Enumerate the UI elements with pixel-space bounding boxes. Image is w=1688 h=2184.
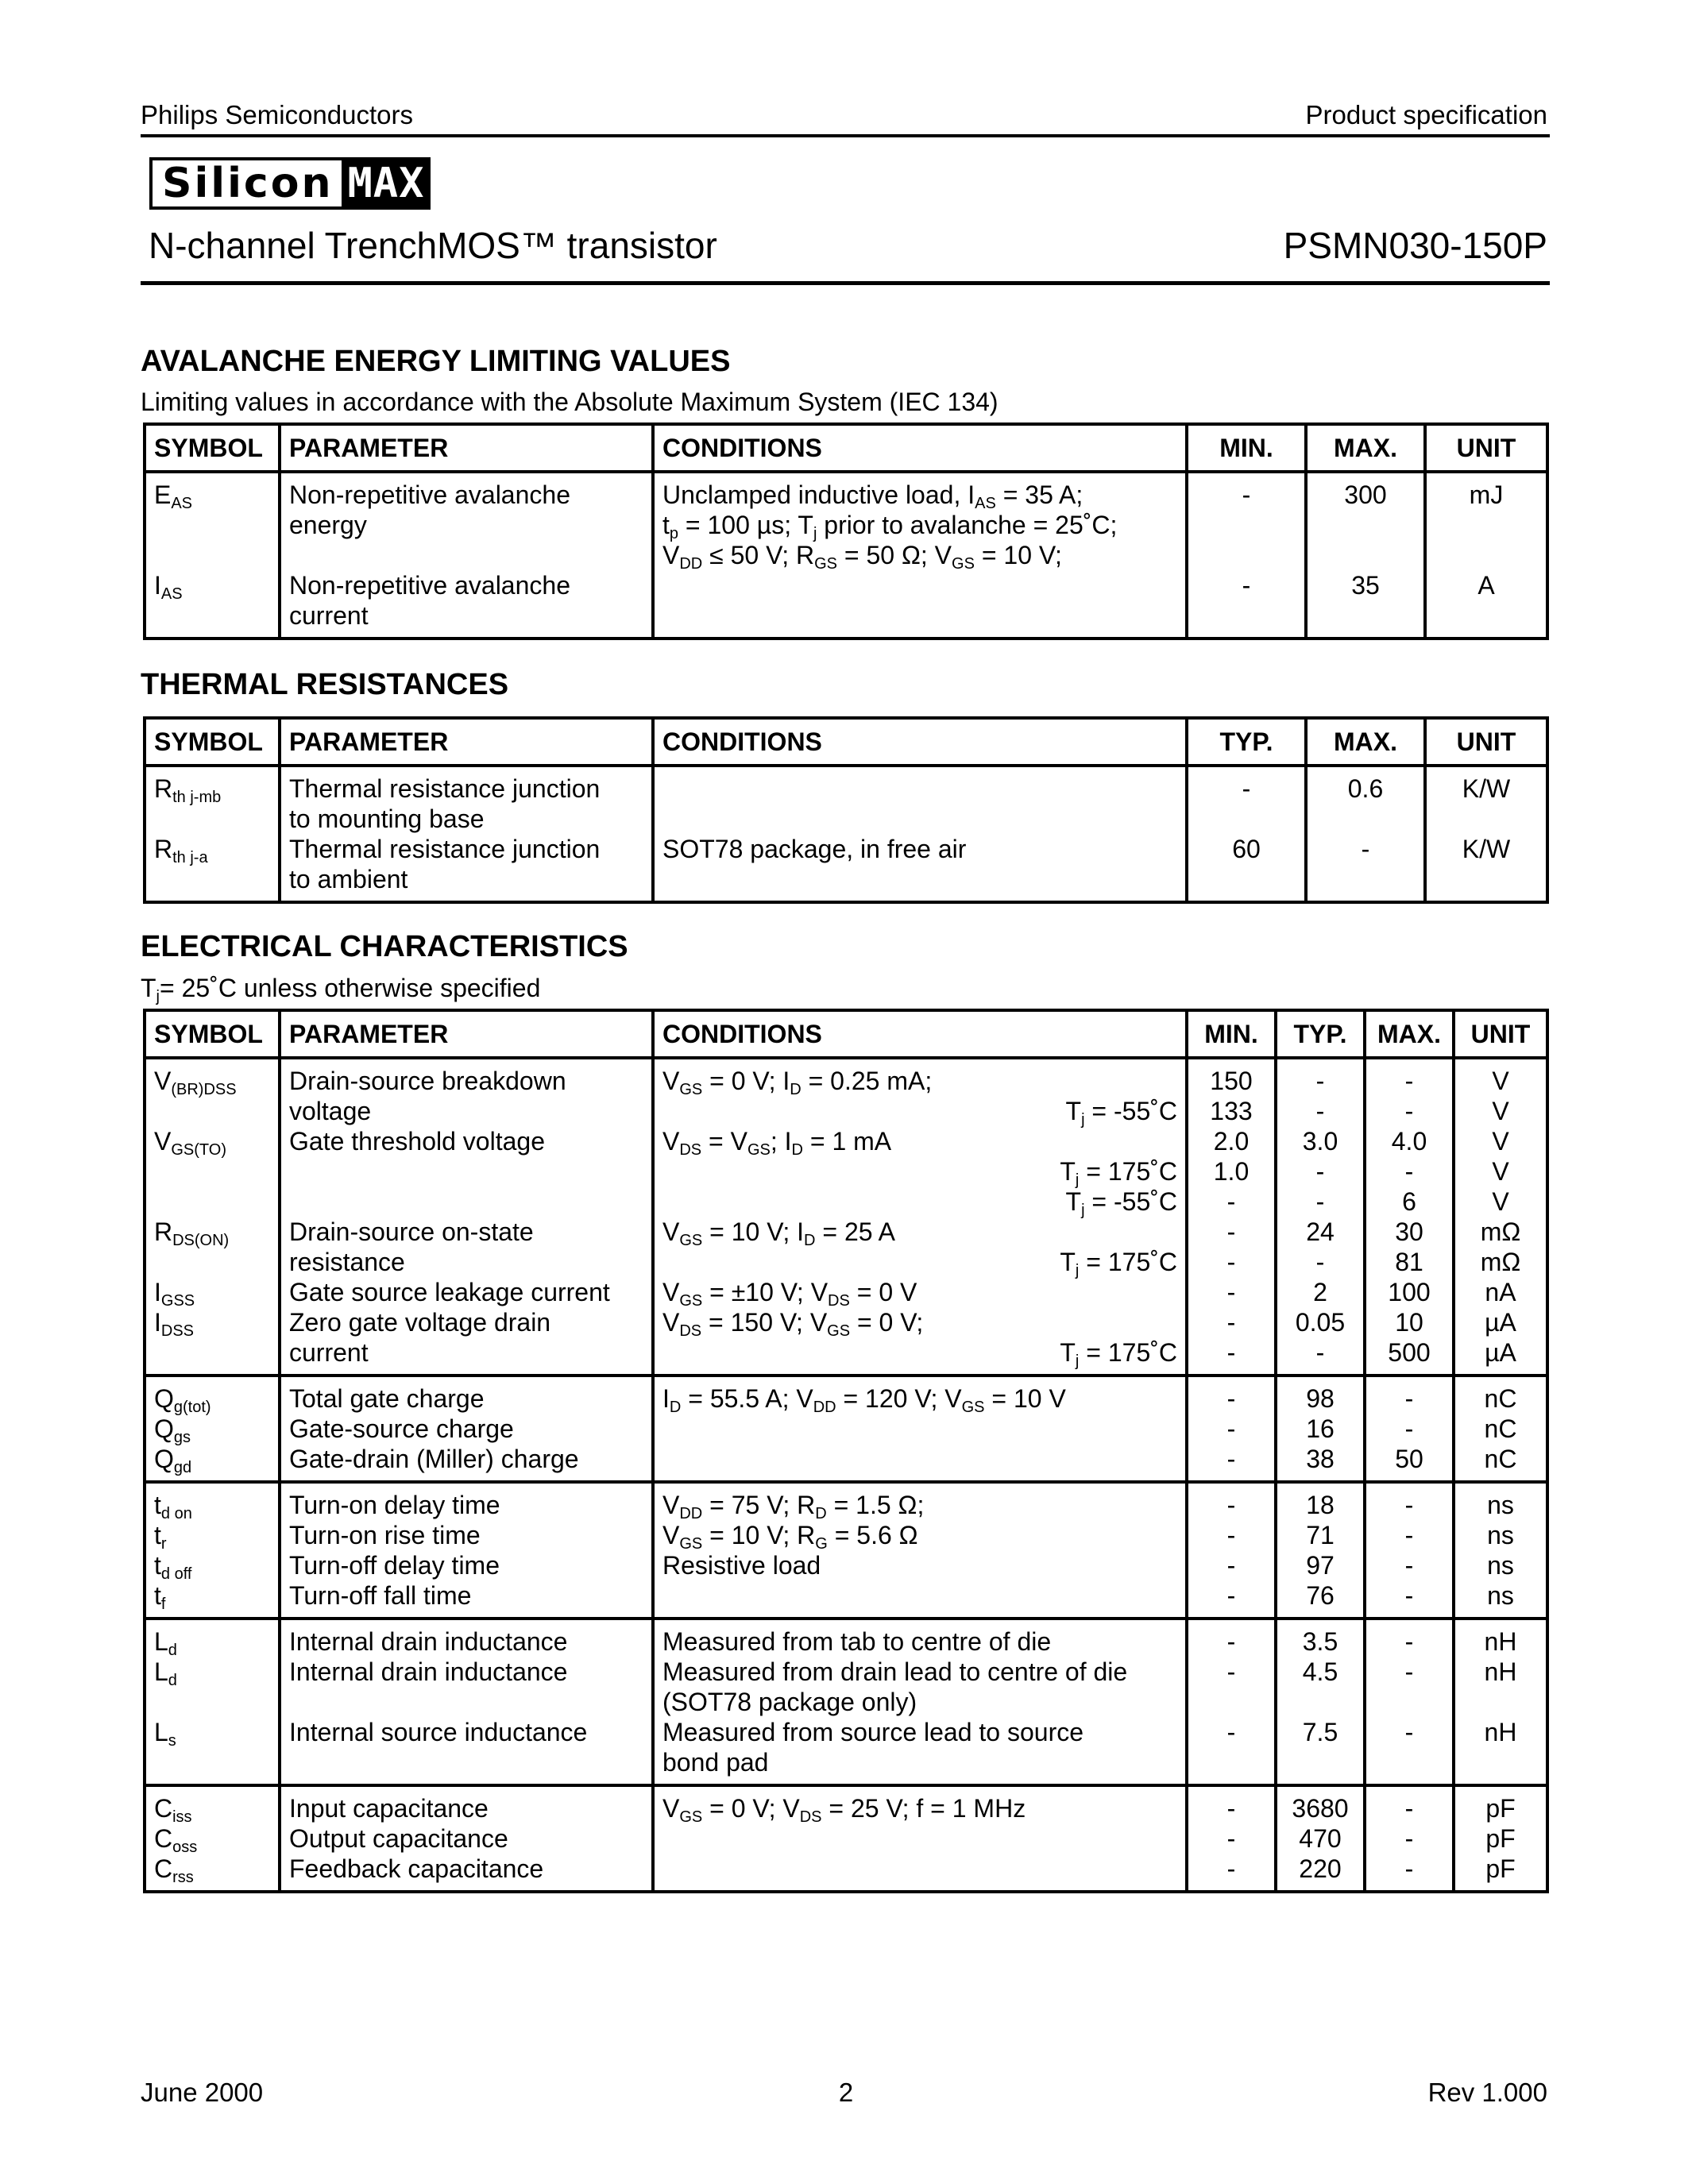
unit-cell: V V V V V mΩ mΩ nA µA µA	[1454, 1058, 1547, 1376]
unit-cell: ns ns ns ns	[1454, 1482, 1547, 1619]
col-header: SYMBOL	[145, 424, 280, 472]
logo-text-max: MAX	[342, 157, 431, 210]
unit-cell: mJ A	[1425, 472, 1547, 639]
conditions-cell: Unclamped inductive load, $I_{AS} = 35$ A; $t_p = 100$ µs; $T_j$ prior to avalanche = 25˚C; $V_{DD} \le 50$ V; $R_{GS} = 50$ Ω; $V_{GS} = 10$ V;	[653, 472, 1187, 639]
footer-page-number: 2	[838, 2078, 854, 2107]
col-header: CONDITIONS	[653, 1010, 1187, 1058]
section-title-avalanche: AVALANCHE ENERGY LIMITING VALUES	[141, 345, 731, 378]
parameter-cell: Input capacitance Output capacitance Feedback capacitance	[280, 1785, 653, 1892]
col-header: SYMBOL	[145, 1010, 280, 1058]
header-rule	[141, 134, 1550, 137]
min-cell: - - -	[1187, 1785, 1276, 1892]
col-header: TYP.	[1187, 718, 1306, 766]
conditions-cell: Measured from tab to centre of die Measured from drain lead to centre of die (SOT78 package only) Measured from source lead to source bond pad	[653, 1619, 1187, 1785]
parameter-cell: Internal drain inductance Internal drain inductance Internal source inductance	[280, 1619, 653, 1785]
avalanche-table	[143, 423, 1549, 640]
conditions-cell: $V_{GS} = 0$ V; $I_D = 0.25$ mA; $T_j$ = -55˚C $V_{DS} = V_{GS}$; $I_D = 1$ mA $T_j$ = 175˚C $T_j$ = -55˚C $V_{GS} = 10$ V; $I_D = 25$ A $T_j$ = 175˚C $V_{GS} = \pm 10$ V; $V_{DS} = 0$ V $V_{DS} = 150$ V; $V_{GS} = 0$ V; $T_j$ = 175˚C	[653, 1058, 1187, 1376]
col-header: UNIT	[1425, 424, 1547, 472]
conditions-cell: $V_{GS} = 0$ V; $V_{DS} = 25$ V; f = 1 MHz	[653, 1785, 1187, 1892]
unit-cell: nC nC nC	[1454, 1376, 1547, 1482]
header-company: Philips Semiconductors	[141, 100, 413, 129]
typ-cell: 3680 470 220	[1276, 1785, 1365, 1892]
symbol-cell: $E_{AS}$ $I_{AS}$	[145, 472, 280, 639]
thermal-table	[143, 716, 1549, 904]
parameter-cell: Total gate charge Gate-source charge Gate-drain (Miller) charge	[280, 1376, 653, 1482]
col-header: CONDITIONS	[653, 718, 1187, 766]
max-cell: 0.6 -	[1306, 766, 1425, 902]
col-header: SYMBOL	[145, 718, 280, 766]
table-row-capacitance	[145, 1785, 1547, 1892]
symbol-cell: $R_{th j-mb}$ $R_{th j-a}$	[145, 766, 280, 902]
col-header: MAX.	[1365, 1010, 1454, 1058]
col-header: CONDITIONS	[653, 424, 1187, 472]
section-note-electrical: $T_j=$ 25˚C unless otherwise specified	[141, 974, 541, 1005]
max-cell: - - 50	[1365, 1376, 1454, 1482]
min-cell: - - -	[1187, 1376, 1276, 1482]
typ-cell: - - 3.0 - - 24 - 2 0.05 -	[1276, 1058, 1365, 1376]
parameter-cell: Thermal resistance junction to mounting base Thermal resistance junction to ambient	[280, 766, 653, 902]
min-cell: - - -	[1187, 1619, 1276, 1785]
part-number: PSMN030-150P	[1283, 225, 1547, 266]
col-header: PARAMETER	[280, 424, 653, 472]
electrical-table	[143, 1009, 1549, 1893]
unit-cell: pF pF pF	[1454, 1785, 1547, 1892]
parameter-cell: Turn-on delay time Turn-on rise time Turn-off delay time Turn-off fall time	[280, 1482, 653, 1619]
section-title-electrical: ELECTRICAL CHARACTERISTICS	[141, 930, 628, 963]
document-subtitle: N-channel TrenchMOS™ transistor	[149, 225, 717, 266]
parameter-cell: Drain-source breakdown voltage Gate threshold voltage Drain-source on-state resistance Gate source leakage current Zero gate voltage drain current	[280, 1058, 653, 1376]
symbol-cell: $Q_{g(tot)}$ $Q_{gs}$ $Q_{gd}$	[145, 1376, 280, 1482]
max-cell: - - - -	[1365, 1482, 1454, 1619]
max-cell: - - -	[1365, 1785, 1454, 1892]
unit-cell: nH nH nH	[1454, 1619, 1547, 1785]
min-cell: 150 133 2.0 1.0 - - - - - -	[1187, 1058, 1276, 1376]
col-header: MIN.	[1187, 1010, 1276, 1058]
table-row-switching	[145, 1482, 1547, 1619]
typ-cell: 18 71 97 76	[1276, 1482, 1365, 1619]
section-note-avalanche: Limiting values in accordance with the Absolute Maximum System (IEC 134)	[141, 388, 999, 416]
col-header: PARAMETER	[280, 718, 653, 766]
logo-text-silicon: Silicon	[149, 157, 342, 210]
symbol-cell: $C_{iss}$ $C_{oss}$ $C_{rss}$	[145, 1785, 280, 1892]
symbol-cell: $V_{(BR)DSS}$ $V_{GS(TO)}$ $R_{DS(ON)}$ $I_{GSS}$ $I_{DSS}$	[145, 1058, 280, 1376]
col-header: PARAMETER	[280, 1010, 653, 1058]
table-row-gate-charge	[145, 1376, 1547, 1482]
table-row	[145, 766, 1547, 902]
max-cell: 300 35	[1306, 472, 1425, 639]
min-cell: - -	[1187, 472, 1306, 639]
min-cell: - - - -	[1187, 1482, 1276, 1619]
col-header: TYP.	[1276, 1010, 1365, 1058]
header-doc-type: Product specification	[1305, 100, 1547, 129]
table-row-static	[145, 1058, 1547, 1376]
typ-cell: 3.5 4.5 7.5	[1276, 1619, 1365, 1785]
col-header: MAX.	[1306, 424, 1425, 472]
max-cell: - - -	[1365, 1619, 1454, 1785]
table-header-row	[145, 1010, 1547, 1058]
symbol-cell: $t_{d on}$ $t_r$ $t_{d off}$ $t_f$	[145, 1482, 280, 1619]
siliconmax-logo	[149, 157, 431, 210]
typ-cell: - 60	[1187, 766, 1306, 902]
col-header: MIN.	[1187, 424, 1306, 472]
unit-cell: K/W K/W	[1425, 766, 1547, 902]
table-header-row	[145, 424, 1547, 472]
parameter-cell: Non-repetitive avalanche energy Non-repetitive avalanche current	[280, 472, 653, 639]
col-header: MAX.	[1306, 718, 1425, 766]
conditions-cell: SOT78 package, in free air	[653, 766, 1187, 902]
symbol-cell: $L_d$ $L_d$ $L_s$	[145, 1619, 280, 1785]
col-header: UNIT	[1425, 718, 1547, 766]
max-cell: - - 4.0 - 6 30 81 100 10 500	[1365, 1058, 1454, 1376]
title-rule	[141, 281, 1550, 285]
table-header-row	[145, 718, 1547, 766]
table-row	[145, 472, 1547, 639]
conditions-cell: $V_{DD} = 75$ V; $R_D = 1.5$ Ω; $V_{GS} = 10$ V; $R_G = 5.6$ Ω Resistive load	[653, 1482, 1187, 1619]
section-title-thermal: THERMAL RESISTANCES	[141, 668, 509, 701]
table-row-inductance	[145, 1619, 1547, 1785]
footer-revision: Rev 1.000	[1427, 2078, 1547, 2107]
col-header: UNIT	[1454, 1010, 1547, 1058]
conditions-cell: $I_D = 55.5$ A; $V_{DD} = 120$ V; $V_{GS} = 10$ V	[653, 1376, 1187, 1482]
typ-cell: 98 16 38	[1276, 1376, 1365, 1482]
footer-date: June 2000	[141, 2078, 264, 2107]
